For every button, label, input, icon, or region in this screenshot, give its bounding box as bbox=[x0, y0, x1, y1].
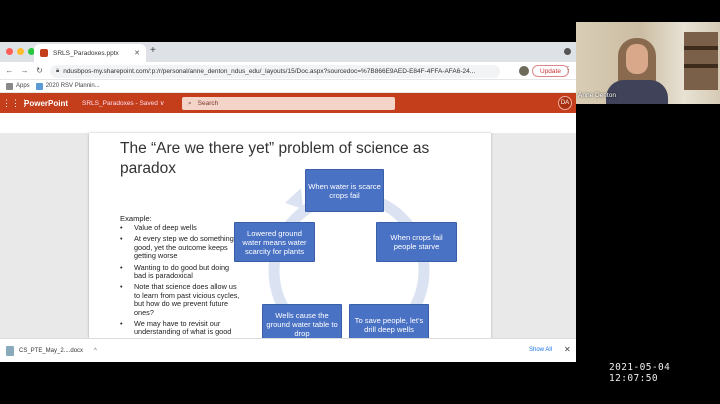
slide-canvas bbox=[0, 133, 576, 362]
cycle-arrowhead bbox=[285, 188, 303, 209]
close-tab-icon[interactable]: ✕ bbox=[134, 50, 140, 57]
chevron-up-icon[interactable]: ^ bbox=[94, 347, 97, 354]
powerpoint-header bbox=[0, 93, 576, 113]
lock-icon: 🔒︎ bbox=[56, 68, 60, 74]
shelf-row bbox=[684, 46, 718, 50]
bookmarks-bar bbox=[0, 80, 576, 93]
cycle-box-water-table[interactable]: Wells cause the ground water table to drop bbox=[262, 304, 342, 345]
tab-search-icon[interactable] bbox=[564, 48, 571, 55]
show-all-button[interactable]: Show All bbox=[529, 347, 553, 353]
bullet-item: • We may have to revisit our understanding of what is good bbox=[120, 320, 242, 337]
address-bar bbox=[0, 62, 576, 80]
reload-icon[interactable]: ↻ bbox=[36, 66, 43, 75]
new-tab-icon[interactable]: + bbox=[150, 45, 156, 56]
bullet-item: • At every step we do something good, yet the outcome keeps getting worse bbox=[120, 235, 242, 260]
url-field[interactable] bbox=[50, 65, 500, 78]
cycle-box-drill-wells[interactable]: To save people, let’s drill deep wells bbox=[349, 304, 429, 345]
file-status[interactable]: SRLS_Paradoxes - Saved ∨ bbox=[82, 100, 165, 107]
example-label[interactable]: Example: bbox=[120, 214, 152, 223]
bookmark-rsv-planning[interactable] bbox=[36, 83, 100, 90]
update-button[interactable]: Update bbox=[532, 65, 569, 77]
downloads-bar bbox=[0, 338, 576, 362]
bookmark-label: Apps bbox=[16, 83, 30, 89]
close-downloads-icon[interactable]: ✕ bbox=[564, 345, 571, 354]
bullet-item: • Wanting to do good but doing bad is paradoxical bbox=[120, 264, 242, 281]
slide-title[interactable]: The “Are we there yet” problem of science as paradox bbox=[120, 140, 430, 177]
shelf-row bbox=[684, 64, 718, 68]
bullet-item: • Note that science does allow us to learn from past vicious cycles, but how do we prevent future ones? bbox=[120, 283, 242, 317]
cycle-box-people-starve[interactable]: When crops fail people starve bbox=[376, 222, 457, 262]
user-avatar[interactable]: DA bbox=[558, 96, 572, 110]
forward-icon[interactable]: → bbox=[20, 66, 29, 75]
bookshelf bbox=[684, 32, 718, 90]
powerpoint-icon bbox=[40, 49, 48, 57]
timestamp: 2021-05-04 12:07:50 bbox=[609, 362, 671, 384]
browser-window bbox=[0, 42, 576, 362]
profile-avatar[interactable] bbox=[519, 66, 529, 76]
back-icon[interactable]: ← bbox=[5, 66, 14, 75]
bookmark-label: 2020 RSV Plannin... bbox=[45, 83, 100, 89]
browser-tab[interactable] bbox=[34, 44, 146, 62]
document-icon bbox=[6, 346, 14, 356]
participant-name: Anne Denton bbox=[578, 92, 616, 99]
download-item[interactable] bbox=[6, 346, 97, 356]
search-placeholder: Search bbox=[197, 100, 219, 107]
slide[interactable] bbox=[89, 133, 491, 359]
bookmark-icon bbox=[36, 83, 43, 90]
minimize-window-button[interactable] bbox=[17, 48, 24, 55]
search-icon: ⌕ bbox=[188, 99, 192, 107]
download-file-name: CS_PTE_May_2....docx bbox=[19, 347, 84, 354]
bookmark-apps[interactable] bbox=[6, 83, 30, 90]
apps-grid-icon bbox=[6, 83, 13, 90]
browser-menu-icon[interactable]: ⋮ bbox=[564, 65, 572, 74]
url-text: ndusbpos-my.sharepoint.com/:p:/r/personal/anne_denton_ndus_edu/_layouts/15/Doc.aspx?sourcedoc=%7B866E9AED-E84F-4FFA-AFA6-24... bbox=[63, 68, 476, 75]
webcam-video bbox=[576, 22, 720, 104]
participant-face bbox=[626, 44, 648, 74]
app-name[interactable]: PowerPoint bbox=[24, 98, 69, 108]
cycle-box-water-scarcity[interactable]: Lowered ground water means water scarcity for plants bbox=[234, 222, 315, 262]
app-launcher-icon[interactable]: ⋮⋮⋮ bbox=[2, 97, 29, 108]
window-controls bbox=[6, 48, 35, 55]
tab-title: SRLS_Paradoxes.pptx bbox=[53, 49, 119, 57]
close-window-button[interactable] bbox=[6, 48, 13, 55]
bullet-item: • Value of deep wells bbox=[120, 224, 242, 232]
tab-bar bbox=[0, 42, 576, 62]
search-box[interactable] bbox=[182, 97, 395, 110]
cycle-box-crops-fail[interactable]: When water is scarce crops fail bbox=[305, 169, 384, 212]
